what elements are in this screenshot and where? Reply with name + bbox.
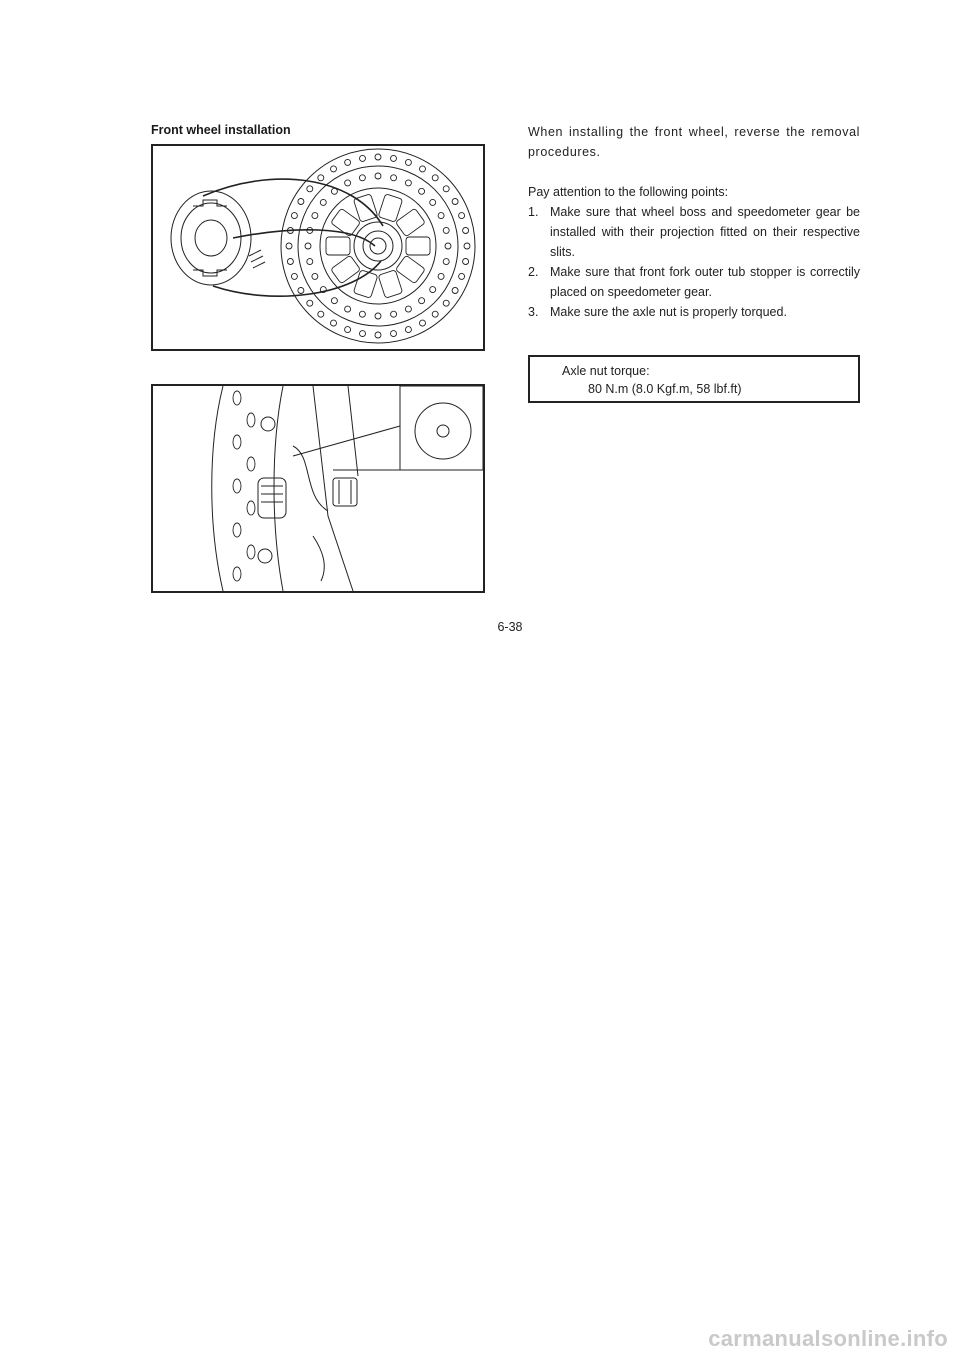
step-text: Make sure the axle nut is properly torqued. <box>550 305 787 319</box>
step-number: 2. <box>528 265 539 279</box>
watermark: carmanualsonline.info <box>708 1326 948 1351</box>
axle-nut-illustration <box>151 384 485 593</box>
step-number: 1. <box>528 205 539 219</box>
step-item <box>528 302 860 322</box>
step-text: Make sure that wheel boss and speedometer gear be installed with their projection fitted on their respective slits. <box>550 205 860 259</box>
torque-value: 80 N.m (8.0 Kgf.m, 58 lbf.ft) <box>588 382 742 396</box>
step-number: 3. <box>528 305 539 319</box>
wheel-boss-illustration <box>151 144 485 351</box>
step-item <box>528 202 860 262</box>
step-item <box>528 262 860 302</box>
attention-line: Pay attention to the following points: <box>528 185 729 199</box>
step-text: Make sure that front fork outer tub stopper is correctily placed on speedometer gear. <box>550 265 860 299</box>
torque-label: Axle nut torque: <box>562 364 650 378</box>
instruction-text <box>528 122 860 322</box>
section-heading: Front wheel installation <box>151 123 291 137</box>
page-number: 6-38 <box>497 620 523 634</box>
intro-paragraph: When installing the front wheel, reverse the removal procedures. <box>528 125 860 159</box>
steps-list <box>528 202 860 322</box>
torque-spec-box <box>528 355 860 403</box>
